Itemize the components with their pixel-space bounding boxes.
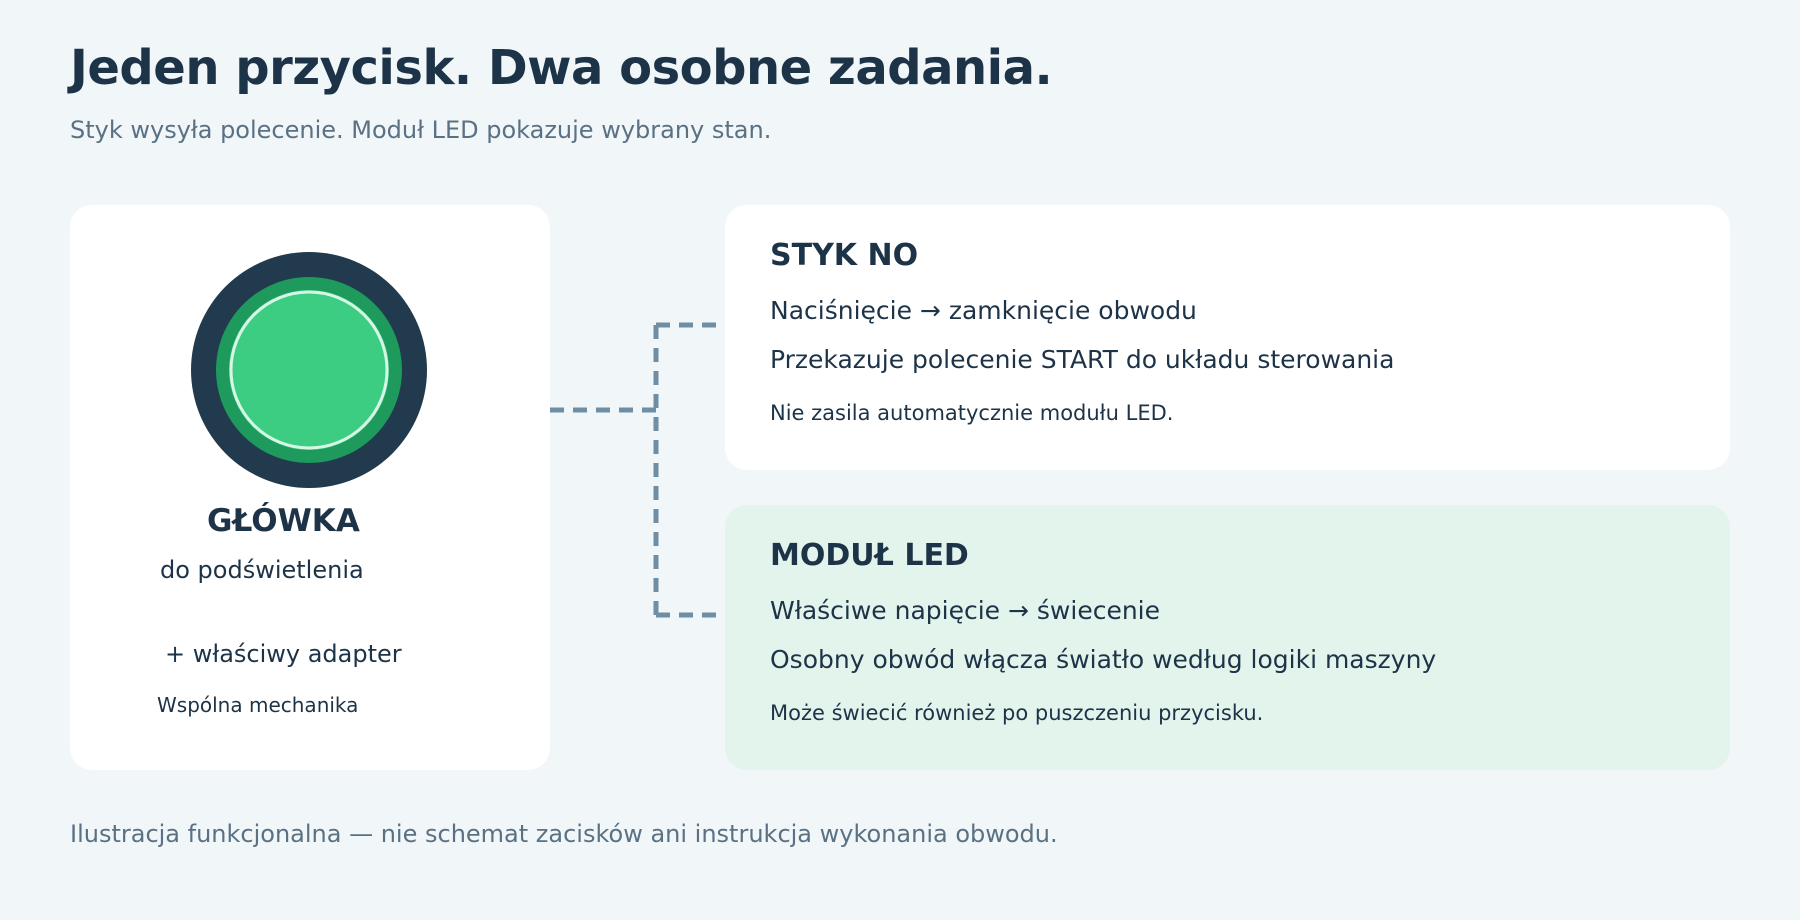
mechanics-note: Wspólna mechanika bbox=[157, 693, 359, 717]
green-pushbutton-icon bbox=[191, 252, 427, 488]
led-line-2: Osobny obwód włącza światło według logiki maszyny bbox=[770, 645, 1437, 674]
page-subtitle: Styk wysyła polecenie. Moduł LED pokazuje wybrany stan. bbox=[70, 116, 772, 144]
button-card bbox=[70, 205, 550, 770]
styk-no-card bbox=[725, 205, 1730, 470]
styk-line-2: Przekazuje polecenie START do układu sterowania bbox=[770, 345, 1395, 374]
adapter-note: + właściwy adapter bbox=[165, 640, 402, 668]
led-note: Może świecić również po puszczeniu przycisku. bbox=[770, 701, 1264, 725]
styk-title: STYK NO bbox=[770, 238, 919, 273]
head-title: GŁÓWKA bbox=[207, 503, 360, 539]
led-module-card bbox=[725, 505, 1730, 770]
head-subtitle: do podświetlenia bbox=[160, 556, 364, 584]
styk-line-1: Naciśnięcie → zamknięcie obwodu bbox=[770, 296, 1197, 325]
led-line-1: Właściwe napięcie → świecenie bbox=[770, 596, 1161, 625]
footer-note: Ilustracja funkcjonalna — nie schemat zacisków ani instrukcja wykonania obwodu. bbox=[70, 820, 1058, 848]
led-title: MODUŁ LED bbox=[770, 538, 969, 573]
dashed-connector-lines bbox=[550, 300, 725, 630]
page-title: Jeden przycisk. Dwa osobne zadania. bbox=[70, 40, 1053, 96]
styk-note: Nie zasila automatycznie modułu LED. bbox=[770, 401, 1174, 425]
